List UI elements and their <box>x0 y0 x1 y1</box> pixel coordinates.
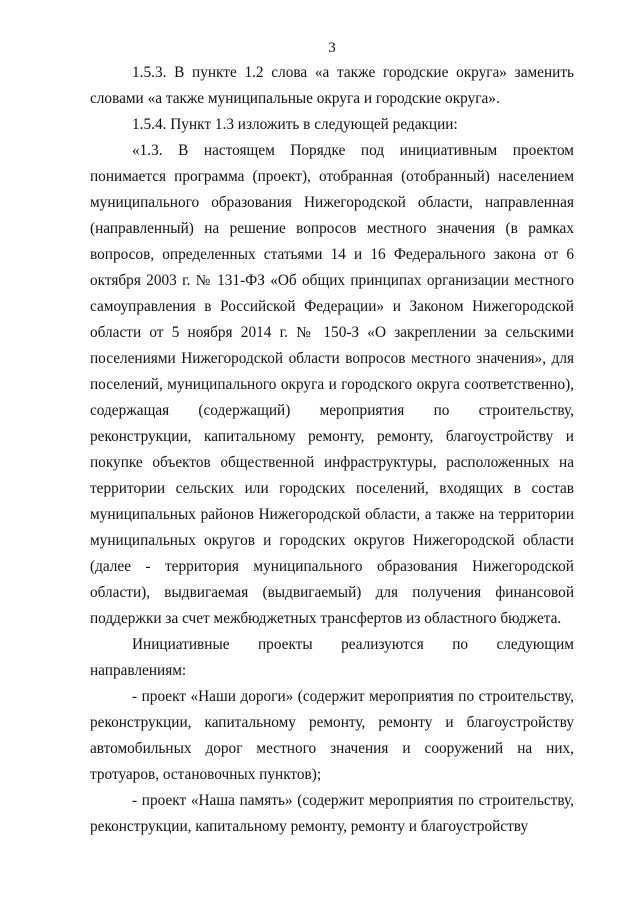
paragraph-directions-intro: Инициативные проекты реализуются по следующим направлениям: <box>90 636 574 679</box>
list-item-our-memory: - проект «Наша память» (содержит мероприятия по строительству, реконструкции, капитальному ремонту, ремонту и благоустройству <box>90 792 574 835</box>
paragraph-1-5-3: 1.5.3. В пункте 1.2 слова «а также городские округа» заменить словами «а также муниципальные округа и городские округа». <box>90 64 574 107</box>
list-item-our-roads: - проект «Наши дороги» (содержит мероприятия по строительству, реконструкции, капитальному ремонту, ремонту и благоустройству автомобильных дорог местного значения и сооружений на них, тротуаров, остановочных пунктов); <box>90 688 574 783</box>
paragraph-1-3-definition: «1.3. В настоящем Порядке под инициативным проектом понимается программа (проект), отобранная (отобранный) населением муниципального образования Нижегородской области, направленная (направленный) на решение вопросов местного значения (в рамках вопросов, определенных статьями 14 и 16 Федерального закона от 6 октября 2003 г. № 131-ФЗ «Об общих принципах организации местного самоуправления в Российской Федерации» и Законом Нижегородской области от 5 ноября 2014 г. № 150-З «О закреплении за сельскими поселениями Нижегородской области вопросов местного значения», для поселений, муниципального округа и городского округа соответственно), содержащая (содержащий) мероприятия по строительству, реконструкции, капитальному ремонту, ремонту, благоустройству и покупке объектов общественной инфраструктуры, расположенных на территории сельских или городских поселений, входящих в состав муниципальных районов Нижегородской области, а также на территории муниципальных округов и городских округов Нижегородской области (далее - территория муниципального образования Нижегородской области), выдвигаемая (выдвигаемый) для получения финансовой поддержки за счет межбюджетных трансфертов из областного бюджета. <box>90 142 574 627</box>
paragraph-1-5-4: 1.5.4. Пункт 1.3 изложить в следующей редакции: <box>132 116 458 133</box>
page-number: 3 <box>328 40 336 56</box>
